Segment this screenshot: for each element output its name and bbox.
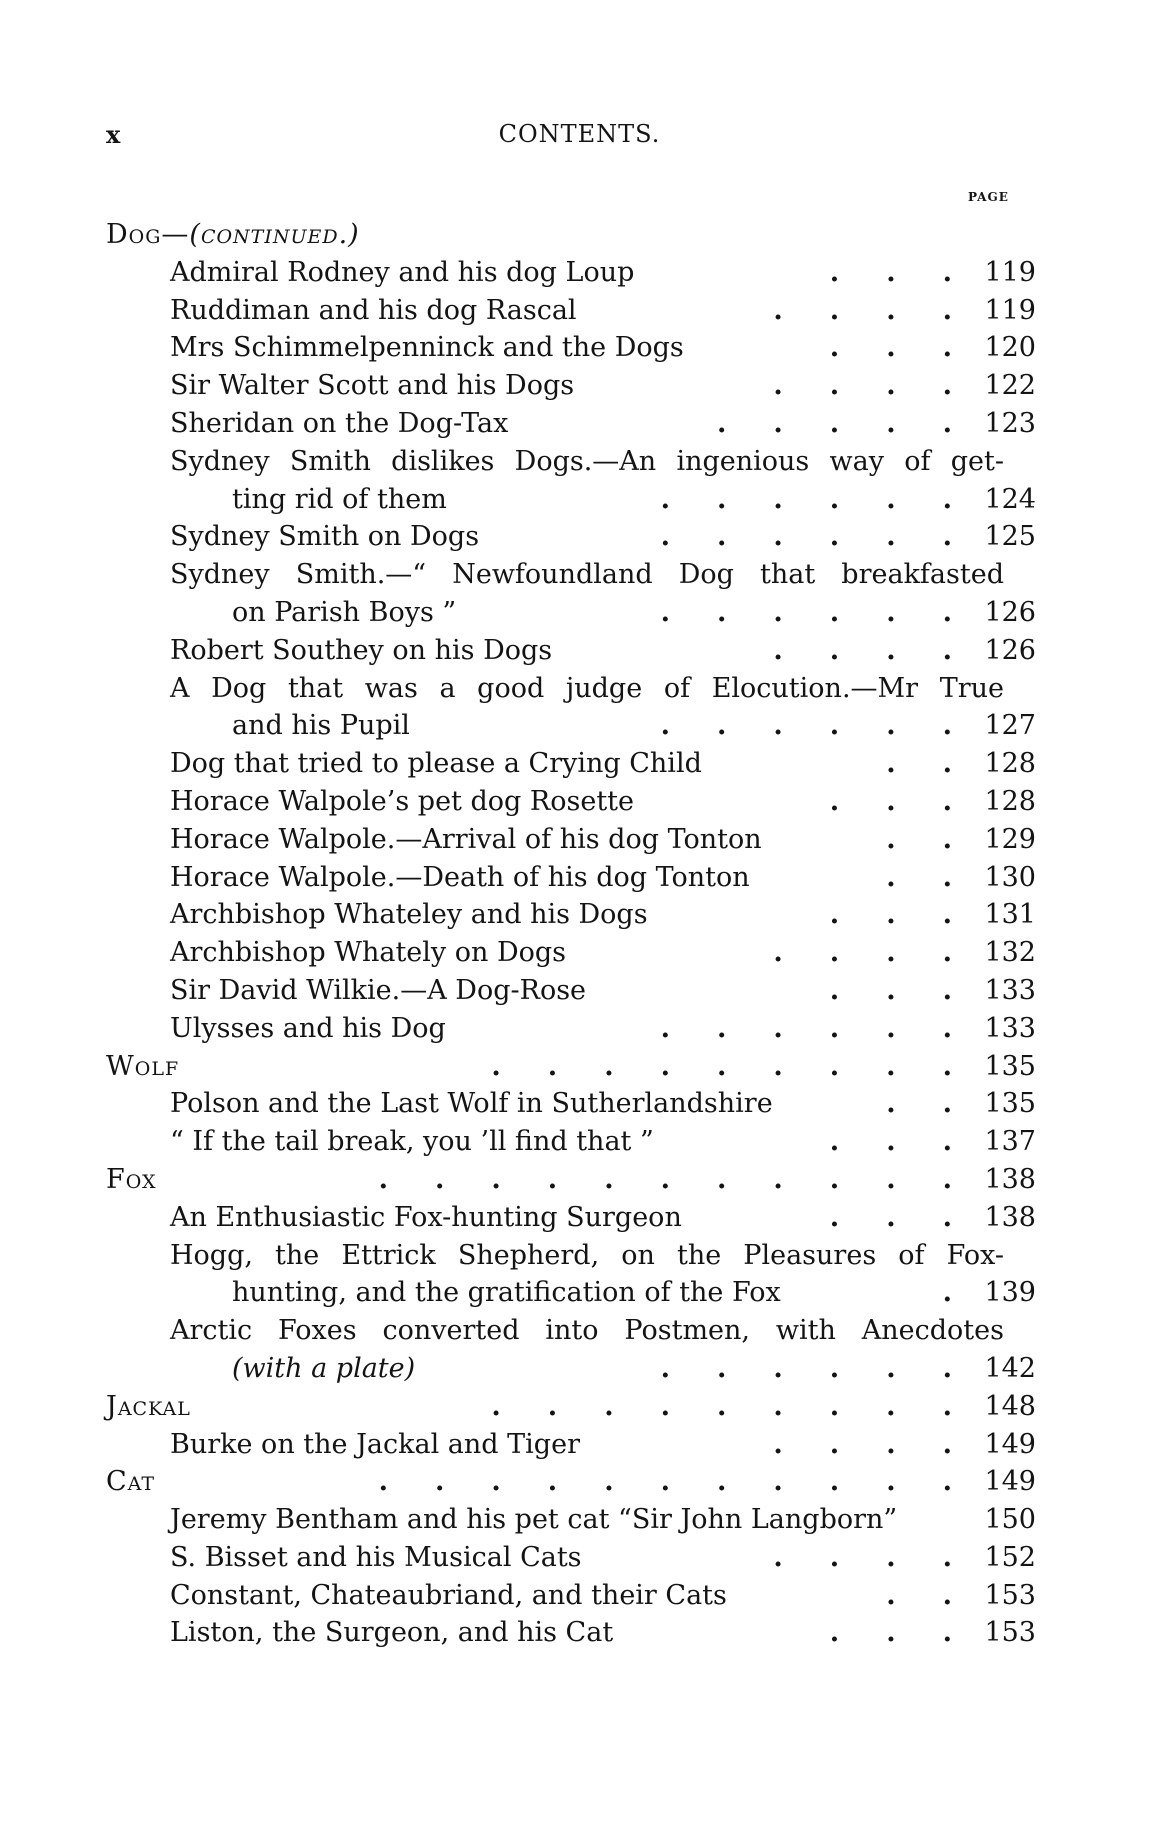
toc-leader-dots: . . — [886, 1579, 952, 1611]
toc-entry — [106, 1350, 1036, 1388]
toc-entry — [106, 556, 1036, 594]
toc-entry-title: Wolf — [106, 1050, 180, 1082]
toc-entry — [106, 972, 1036, 1010]
toc-leader-dots: . . . . . . — [660, 710, 952, 742]
toc-leader-dots: . . . — [829, 1126, 952, 1158]
toc-leader-dots: . . . . . . — [660, 1012, 952, 1044]
toc-entry-title: Fox — [106, 1163, 157, 1195]
toc-leader-dots: . . — [886, 823, 952, 855]
toc-entry — [106, 1010, 1036, 1048]
toc-leader-dots: . — [942, 1277, 952, 1309]
toc-leader-dots: . . . . — [773, 1541, 952, 1573]
toc-entry-title: hunting, and the gratification of the Fox — [232, 1277, 781, 1309]
toc-page-number: 139 — [984, 1277, 1036, 1309]
toc-page-number: 138 — [984, 1201, 1036, 1233]
toc-entry-title: Archbishop Whately on Dogs — [170, 937, 567, 969]
toc-entry-title: An Enthusiastic Fox-hunting Surgeon — [170, 1201, 682, 1233]
toc-page-number: 153 — [984, 1617, 1036, 1649]
toc-leader-dots: . . . . . . — [660, 483, 952, 515]
toc-leader-dots: . . . . — [773, 937, 952, 969]
toc-page-number: 138 — [984, 1163, 1036, 1195]
toc-entry — [106, 1577, 1036, 1615]
toc-leader-dots: . . — [886, 748, 952, 780]
toc-leader-dots: . . — [886, 861, 952, 893]
toc-entry — [106, 1426, 1036, 1464]
toc-section-heading — [106, 1048, 1036, 1086]
toc-page-number: 120 — [984, 332, 1036, 364]
toc-page-number: 128 — [984, 748, 1036, 780]
toc-page-number: 127 — [984, 710, 1036, 742]
toc-page-number: 130 — [984, 861, 1036, 893]
toc-entry — [106, 1539, 1036, 1577]
toc-entry-title: on Parish Boys ” — [232, 596, 457, 628]
toc-entry-title: Sydney Smith.—“ Newfoundland Dog that breakfasted — [170, 559, 1004, 591]
toc-entry-title: Horace Walpole’s pet dog Rosette — [170, 785, 634, 817]
toc-page-number: 128 — [984, 785, 1036, 817]
toc-leader-dots: . . . . . . . . . — [491, 1390, 952, 1422]
toc-entry — [106, 1274, 1036, 1312]
toc-entry-title: “ If the tail break, you ’ll find that ” — [170, 1126, 654, 1158]
toc-entry-title — [232, 1350, 415, 1388]
toc-entry-title: Horace Walpole.—Death of his dog Tonton — [170, 861, 750, 893]
page-column-label: PAGE — [968, 190, 1009, 204]
toc-page-number: 124 — [984, 483, 1036, 515]
toc-page-number: 135 — [984, 1050, 1036, 1082]
toc-page-number: 135 — [984, 1088, 1036, 1120]
toc-entry-title: Sir Walter Scott and his Dogs — [170, 370, 575, 402]
toc-page-number: 137 — [984, 1126, 1036, 1158]
toc-page-number: 119 — [984, 294, 1036, 326]
toc-entry-title: Horace Walpole.—Arrival of his dog Tonton — [170, 823, 762, 855]
toc-page-number: 133 — [984, 1012, 1036, 1044]
toc-entry — [106, 1501, 1036, 1539]
toc-leader-dots: . . . — [829, 1617, 952, 1649]
toc-leader-dots: . . . . — [773, 294, 952, 326]
toc-page-number: 122 — [984, 370, 1036, 402]
toc-entry-title: Cat — [106, 1466, 156, 1498]
toc-leader-dots: . . . . — [773, 634, 952, 666]
toc-leader-dots: . . . . . . . . . . . — [378, 1163, 952, 1195]
toc-page-number: 123 — [984, 407, 1036, 439]
toc-entry-title: Sir David Wilkie.—A Dog-Rose — [170, 974, 587, 1006]
toc-entry-title: Liston, the Surgeon, and his Cat — [170, 1617, 614, 1649]
toc-leader-dots: . . . . — [773, 370, 952, 402]
toc-entry — [106, 367, 1036, 405]
toc-entry-title: Mrs Schimmelpenninck and the Dogs — [170, 332, 684, 364]
toc-page-number: 149 — [984, 1428, 1036, 1460]
toc-entry — [106, 405, 1036, 443]
toc-entry — [106, 1237, 1036, 1275]
toc-entry-italic-note: (with a plate) — [232, 1352, 416, 1384]
toc-page-number: 149 — [984, 1466, 1036, 1498]
toc-leader-dots: . . . . . . . . . — [491, 1050, 952, 1082]
toc-page-number: 132 — [984, 937, 1036, 969]
toc-entry-title: Jackal — [106, 1390, 191, 1422]
toc-entry — [106, 934, 1036, 972]
toc-page-number: 129 — [984, 823, 1036, 855]
toc-page-number: 152 — [984, 1541, 1036, 1573]
toc-entry — [106, 1199, 1036, 1237]
toc-leader-dots: . . . — [829, 1201, 952, 1233]
toc-entry-title: Sydney Smith dislikes Dogs.—An ingenious way of get- — [170, 445, 1004, 477]
toc-entry-title: Admiral Rodney and his dog Loup — [170, 256, 635, 288]
toc-entry-title: Constant, Chateaubriand, and their Cats — [170, 1579, 727, 1611]
toc-entry — [106, 896, 1036, 934]
toc-entry — [106, 783, 1036, 821]
toc-entry-title: Robert Southey on his Dogs — [170, 634, 553, 666]
toc-page-number: 148 — [984, 1390, 1036, 1422]
toc-entry-title: Dog—(continued.) — [106, 219, 360, 250]
toc-entry-title: Dog that tried to please a Crying Child — [170, 748, 702, 780]
toc-section-heading — [106, 216, 1036, 254]
toc-entry-title: Ulysses and his Dog — [170, 1012, 446, 1044]
toc-section-heading — [106, 1161, 1036, 1199]
toc-page-number: 131 — [984, 899, 1036, 931]
toc-entry — [106, 632, 1036, 670]
toc-entry-title: Polson and the Last Wolf in Sutherlandshire — [170, 1088, 773, 1120]
page-folio: x — [106, 120, 121, 149]
toc-leader-dots: . . . — [829, 332, 952, 364]
toc-entry-title: ting rid of them — [232, 483, 447, 515]
toc-page-number: 126 — [984, 634, 1036, 666]
toc-leader-dots: . . — [886, 1088, 952, 1120]
toc-leader-dots: . . . — [829, 256, 952, 288]
toc-entry-title: Arctic Foxes converted into Postmen, with Anecdotes — [170, 1315, 1004, 1347]
toc-leader-dots: . . . . . . . . . . . — [378, 1466, 952, 1498]
toc-leader-dots: . . . — [829, 974, 952, 1006]
toc-page-number: 153 — [984, 1579, 1036, 1611]
toc-leader-dots: . . . . . . — [660, 596, 952, 628]
toc-entry — [106, 670, 1036, 708]
toc-page-number: 119 — [984, 256, 1036, 288]
toc-leader-dots: . . . . . — [717, 407, 952, 439]
toc-page-number: 142 — [984, 1352, 1036, 1384]
toc-entry — [106, 1614, 1036, 1652]
toc-entry — [106, 821, 1036, 859]
toc-entry — [106, 254, 1036, 292]
toc-entry — [106, 1123, 1036, 1161]
toc-page-number: 126 — [984, 596, 1036, 628]
toc-entry-title: Jeremy Bentham and his pet cat “Sir John Langborn” — [170, 1504, 898, 1536]
toc-page-number: 125 — [984, 521, 1036, 553]
toc-entry-title: S. Bisset and his Musical Cats — [170, 1541, 582, 1573]
toc-entry-title: Archbishop Whateley and his Dogs — [170, 899, 648, 931]
toc-leader-dots: . . . . — [773, 1428, 952, 1460]
toc-page-number: 150 — [984, 1504, 1036, 1536]
toc-entry-continued-note: (continued.) — [189, 219, 360, 250]
toc-entry — [106, 1085, 1036, 1123]
toc-entry — [106, 292, 1036, 330]
toc-entry-title: Hogg, the Ettrick Shepherd, on the Pleasures of Fox- — [170, 1239, 1004, 1271]
toc-page-number: 133 — [984, 974, 1036, 1006]
toc-leader-dots: . . . — [829, 899, 952, 931]
toc-entry-title: Burke on the Jackal and Tiger — [170, 1428, 580, 1460]
toc-entry — [106, 594, 1036, 632]
toc-entry — [106, 518, 1036, 556]
toc-entry — [106, 443, 1036, 481]
toc-entry-title: Sheridan on the Dog-Tax — [170, 407, 509, 439]
toc-entry — [106, 745, 1036, 783]
running-head: CONTENTS. — [498, 120, 661, 148]
toc-entry — [106, 481, 1036, 519]
toc-entry-title: and his Pupil — [232, 710, 410, 742]
toc-section-heading — [106, 1388, 1036, 1426]
toc-entry — [106, 329, 1036, 367]
toc-leader-dots: . . . . . . — [660, 521, 952, 553]
toc-entry — [106, 707, 1036, 745]
toc-entry — [106, 1312, 1036, 1350]
toc-entry-title: A Dog that was a good judge of Elocution.—Mr True — [170, 672, 1004, 704]
table-of-contents — [106, 216, 1036, 1652]
toc-section-heading — [106, 1463, 1036, 1501]
toc-entry-title: Sydney Smith on Dogs — [170, 521, 480, 553]
toc-leader-dots: . . . . . . — [660, 1352, 952, 1384]
toc-entry — [106, 859, 1036, 897]
toc-entry-title: Ruddiman and his dog Rascal — [170, 294, 577, 326]
toc-leader-dots: . . . — [829, 785, 952, 817]
